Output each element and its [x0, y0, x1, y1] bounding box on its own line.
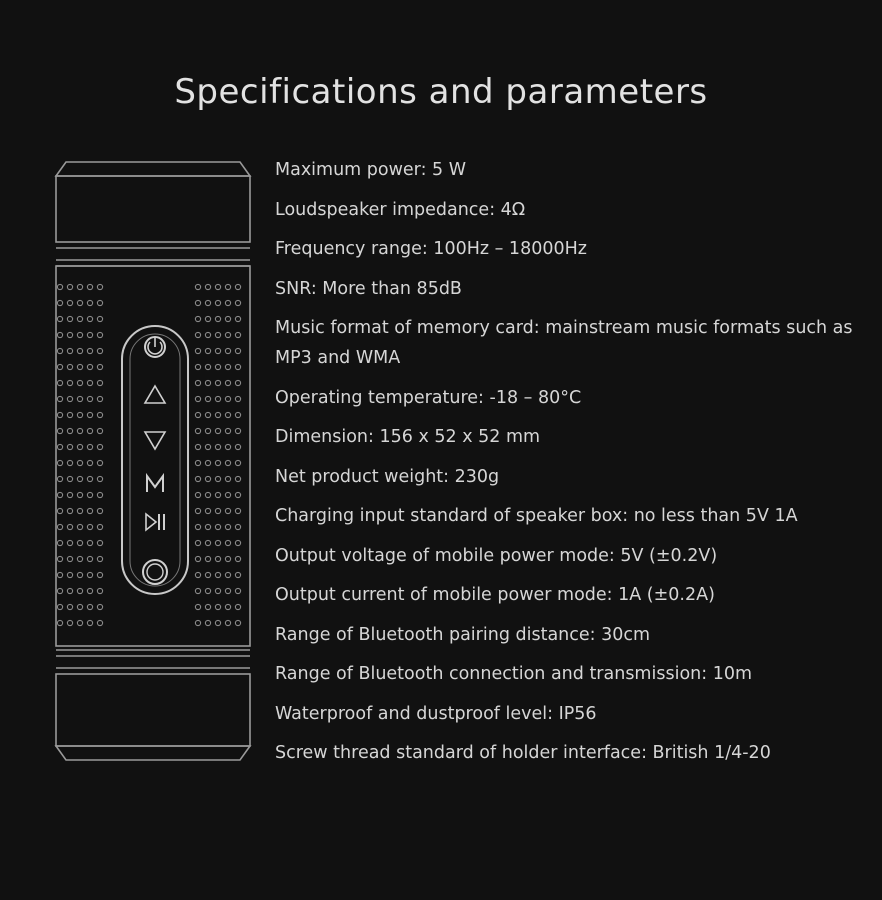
- page-title: Specifications and parameters: [174, 72, 708, 112]
- speaker-grill: [57, 284, 240, 625]
- spec-item: Output voltage of mobile power mode: 5V (±0.2V): [275, 545, 718, 566]
- play-pause-icon: [146, 514, 164, 530]
- spec-item: Net product weight: 230g: [275, 466, 500, 487]
- spec-item: Music format of memory card: mainstream music formats such as MP3 and WMA: [275, 318, 853, 368]
- power-icon: [145, 337, 165, 357]
- spec-item: Range of Bluetooth connection and transmission: 10m: [275, 664, 753, 684]
- spec-list: [275, 155, 865, 778]
- spec-item: Waterproof and dustproof level: IP56: [275, 703, 597, 724]
- spec-item: Screw thread standard of holder interface: British 1/4-20: [275, 743, 771, 763]
- spec-item: SNR: More than 85dB: [275, 278, 462, 299]
- spec-item: Dimension: 156 x 52 x 52 mm: [275, 427, 541, 447]
- spec-item: Range of Bluetooth pairing distance: 30cm: [275, 624, 651, 645]
- spec-item: Loudspeaker impedance: 4Ω: [275, 199, 526, 220]
- ring-icon: [143, 560, 167, 584]
- triangle-down-icon: [145, 432, 165, 449]
- control-buttons: [143, 337, 167, 584]
- spec-item: Operating temperature: -18 – 80°C: [275, 387, 582, 408]
- m-icon: [147, 476, 163, 492]
- triangle-up-icon: [145, 386, 165, 403]
- spec-item: Charging input standard of speaker box: no less than 5V 1A: [275, 506, 798, 526]
- spec-item: Frequency range: 100Hz – 18000Hz: [275, 239, 587, 259]
- speaker-illustration: [48, 156, 258, 768]
- spec-item: Maximum power: 5 W: [275, 160, 467, 180]
- spec-item: Output current of mobile power mode: 1A (±0.2A): [275, 585, 715, 605]
